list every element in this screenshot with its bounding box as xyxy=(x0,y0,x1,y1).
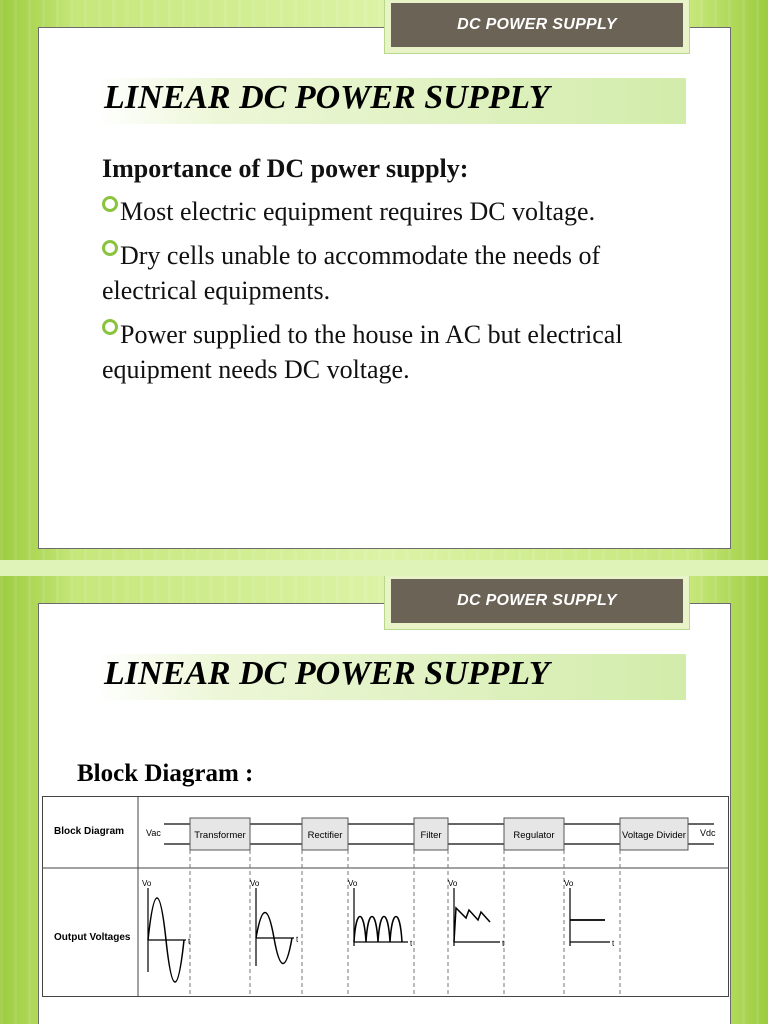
title-band xyxy=(96,654,686,700)
bullet-text: Dry cells unable to accommodate the needs of electrical equipments. xyxy=(102,241,601,305)
block-rectifier xyxy=(302,818,348,850)
subtitle: Importance of DC power supply: xyxy=(102,154,469,183)
axis-label: t xyxy=(188,937,191,946)
block-label: Filter xyxy=(420,830,442,841)
content-card xyxy=(38,27,731,549)
axis-label: t xyxy=(410,939,413,948)
bullet-item xyxy=(102,238,662,308)
block-label: Voltage Divider xyxy=(622,830,686,841)
bullet-list xyxy=(102,194,662,396)
row-label-block-diagram: Block Diagram xyxy=(54,826,125,837)
section-tab xyxy=(384,576,690,630)
block-label: Rectifier xyxy=(307,830,343,841)
section-tab xyxy=(384,0,690,54)
slide-2 xyxy=(0,576,768,1024)
slide-title: LINEAR DC POWER SUPPLY xyxy=(104,79,550,116)
block-transformer xyxy=(190,818,250,850)
content-card xyxy=(38,603,731,1024)
bullet-item xyxy=(102,194,662,229)
circle-bullet-icon xyxy=(102,319,118,335)
axis-label: t xyxy=(296,935,299,944)
bullet-text: Most electric equipment requires DC voltage. xyxy=(120,197,596,226)
axis-label: t xyxy=(612,939,615,948)
axis-label: Vo xyxy=(448,879,458,888)
circle-bullet-icon xyxy=(102,196,118,212)
bullet-text: Power supplied to the house in AC but electrical equipment needs DC voltage. xyxy=(102,320,623,384)
block-diagram xyxy=(42,796,730,998)
section-tab-label: DC POWER SUPPLY xyxy=(391,579,683,623)
axis-label: Vo xyxy=(348,879,358,888)
section-tab-label: DC POWER SUPPLY xyxy=(391,3,683,47)
circle-bullet-icon xyxy=(102,240,118,256)
slide-title: LINEAR DC POWER SUPPLY xyxy=(104,655,550,692)
row-label-output-voltages: Output Voltages xyxy=(54,932,131,943)
input-label: Vac xyxy=(146,828,161,838)
axis-label: Vo xyxy=(250,879,260,888)
block-voltage-divider xyxy=(620,818,688,850)
block-label: Regulator xyxy=(513,830,555,841)
block-regulator xyxy=(504,818,564,850)
bullet-item xyxy=(102,317,662,387)
output-label: Vdc xyxy=(700,828,716,838)
block-label: Transformer xyxy=(194,830,246,841)
block-filter xyxy=(414,818,448,850)
axis-label: Vo xyxy=(142,879,152,888)
axis-label: Vo xyxy=(564,879,574,888)
title-band xyxy=(96,78,686,124)
axis-label: t xyxy=(502,939,505,948)
section-label: Block Diagram : xyxy=(77,760,254,787)
